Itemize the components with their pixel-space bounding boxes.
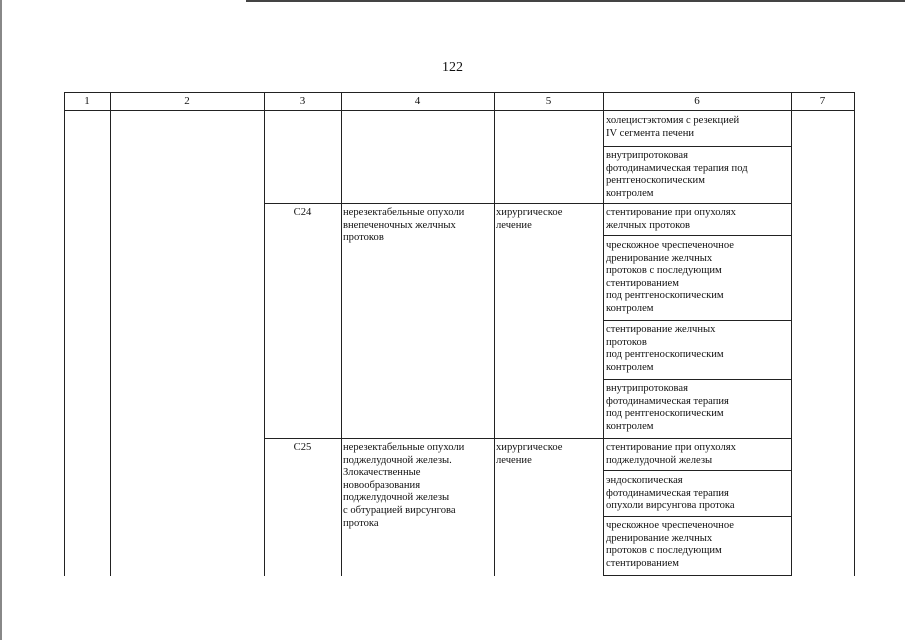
condition-c25: нерезектабельные опухоли поджелудочной железы. Злокачественные новообразования поджелудочной железы с обтурацией вирсунгова протока bbox=[343, 442, 465, 529]
method-divider bbox=[603, 235, 791, 236]
method-cell: холецистэктомия с резекцией IV сегмента печени bbox=[606, 115, 740, 139]
icd-code-c25: C25 bbox=[293, 442, 312, 453]
method-divider bbox=[603, 146, 791, 147]
method-cell: стентирование при опухолях поджелудочной железы bbox=[606, 442, 736, 466]
method-divider bbox=[603, 575, 791, 576]
scan-edge-top bbox=[246, 0, 905, 2]
scan-edge-left bbox=[0, 0, 2, 640]
method-divider bbox=[603, 516, 791, 517]
col-divider-4-5 bbox=[494, 92, 495, 576]
method-cell: чрескожное чреспеченочное дренирование желчных протоков с последующим стентированием bbox=[606, 520, 734, 569]
method-divider bbox=[603, 470, 791, 471]
header-col-5: 5 bbox=[545, 95, 552, 107]
header-col-4: 4 bbox=[414, 95, 421, 107]
header-col-7: 7 bbox=[819, 95, 826, 107]
col-divider-6-7 bbox=[791, 92, 792, 576]
method-cell: стентирование при опухолях желчных протоков bbox=[606, 207, 736, 231]
treatment-c24: хирургическое лечение bbox=[496, 207, 563, 231]
method-cell: эндоскопическая фотодинамическая терапия опухоли вирсунгова протока bbox=[606, 475, 735, 512]
method-cell: чрескожное чреспеченочное дренирование желчных протоков с последующим стентированием под рентгеноскопическим контролем bbox=[606, 240, 734, 314]
table-left-border bbox=[64, 92, 65, 576]
header-col-1: 1 bbox=[84, 95, 90, 107]
header-col-2: 2 bbox=[184, 95, 190, 107]
method-divider bbox=[603, 320, 791, 321]
icd-code-c24: C24 bbox=[293, 207, 312, 218]
procedures-table bbox=[64, 92, 855, 576]
method-cell: внутрипротоковая фотодинамическая терапия под рентгеноскопическим контролем bbox=[606, 383, 729, 432]
row-divider-c24 bbox=[264, 203, 791, 204]
col-divider-3-4 bbox=[341, 92, 342, 576]
col-divider-2-3 bbox=[264, 92, 265, 576]
col-divider-5-6 bbox=[603, 92, 604, 576]
method-cell: стентирование желчных протоков под рентгеноскопическим контролем bbox=[606, 324, 724, 373]
treatment-c25: хирургическое лечение bbox=[496, 442, 563, 466]
table-right-border bbox=[854, 92, 855, 576]
header-bottom-border bbox=[64, 110, 855, 111]
col-divider-1-2 bbox=[110, 92, 111, 576]
method-divider bbox=[603, 379, 791, 380]
header-col-6: 6 bbox=[694, 95, 700, 107]
page-number: 122 bbox=[442, 60, 463, 75]
condition-c24: нерезектабельные опухоли внепеченочных желчных протоков bbox=[343, 207, 465, 244]
header-col-3: 3 bbox=[299, 95, 306, 107]
method-cell: внутрипротоковая фотодинамическая терапия под рентгеноскопическим контролем bbox=[606, 150, 748, 199]
row-divider-c25 bbox=[264, 438, 791, 439]
